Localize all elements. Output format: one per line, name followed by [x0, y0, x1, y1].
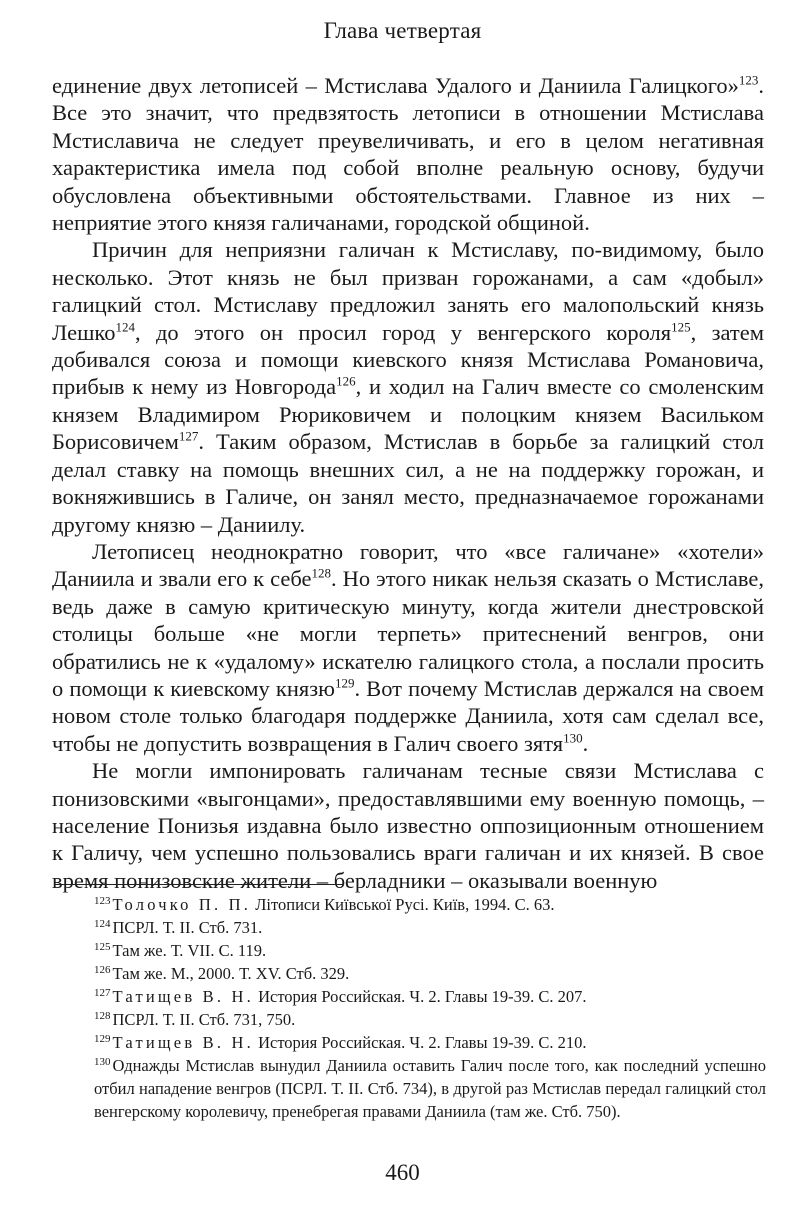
paragraph-text: . [582, 730, 589, 756]
paragraph-text: . Но этого никак нельзя сказать о Мстиславе, ведь даже в самую критическую минуту, когда жители днестровской столицы больше «не могли терпеть» притеснений венгров, они обратились не к «удалому» искателю галицкого стола, а послали просить о помощи к киевскому князю [52, 566, 765, 701]
footnote-reference: 127 [178, 428, 199, 444]
footnote-130 [54, 1054, 766, 1123]
paragraph-text: единение двух летописей – Мстислава Удалого и Даниила Галицкого» [52, 73, 739, 98]
footnote-reference: 125 [671, 319, 691, 335]
paragraph-text: . Таким образом, Мстислав в борьбе за галицкий стол делал ставку на помощь внешних сил, а не на поддержку горожан, и вокняжившись в Галиче, он занял место, предназначаемое горожанами другому князю – Даниилу. [52, 429, 764, 537]
footnote-number: 129 [94, 1032, 111, 1045]
paragraph [52, 757, 764, 894]
paragraph [52, 538, 764, 757]
footnote-reference: 123 [738, 72, 759, 88]
paragraph-text: Летописец неоднократно говорит, что «все галичане» «хотели» Даниила и звали его к себе [52, 538, 764, 592]
footnote-127 [54, 985, 766, 1008]
footnote-number: 124 [94, 917, 111, 930]
footnote-number: 125 [94, 940, 111, 953]
footnote-123 [54, 893, 766, 916]
footnote-reference: 129 [334, 675, 355, 691]
footnote-text: История Российская. Ч. 2. Главы 19-39. С. 207. [253, 987, 587, 1006]
paragraph-text: , затем добивался союза и помощи киевского князя Мстислава Романовича, прибыв к нему из Новгорода [52, 319, 764, 400]
footnote-number: 128 [94, 1009, 111, 1022]
footnote-reference: 126 [336, 373, 356, 389]
footnote-126 [54, 962, 766, 985]
footnote-number: 127 [94, 986, 111, 999]
paragraph-text: Причин для неприязни галичан к Мстиславу, по-видимому, было несколько. Этот князь не был призван горожанами, а сам «добыл» галицкий стол. Мстиславу предложил занять его малопольский князь Лешко [52, 237, 764, 345]
paragraph-text: Не могли импонировать галичанам тесные связи Мстислава с понизовскими «выгонцами», предоставлявшими ему военную помощь, – население Понизья издавна было известно оппозиционным отношением к Галичу, чем успешно пользовались враги галичан и их князей. В свое время понизовские жители – берладники – оказывали военную [52, 758, 764, 893]
footnote-text: Однажды Мстислав вынудил Даниила оставить Галич после того, как последний успешно отбил нападение венгров (ПСРЛ. Т. II. Стб. 734), в другой раз Мстислав передал галицкий стол венгерскому королевичу, пренебрегая правами Даниила (там же. Стб. 750). [94, 1056, 766, 1121]
footnote-125 [54, 939, 766, 962]
footnote-124 [54, 916, 766, 939]
footnote-129 [54, 1031, 766, 1054]
footnote-text: Там же. М., 2000. Т. XV. Стб. 329. [112, 964, 350, 983]
paragraph [52, 236, 764, 537]
footnote-text: История Российская. Ч. 2. Главы 19-39. С. 210. [253, 1033, 587, 1052]
footnote-text: Там же. Т. VII. С. 119. [112, 941, 267, 960]
paragraph-text: , и ходил на Галич вместе со смоленским князем Владимиром Рюриковичем и полоцким князем Васильком Борисовичем [52, 374, 764, 455]
footnote-number: 123 [94, 894, 111, 907]
main-text [52, 72, 764, 894]
running-header: Глава четвертая [323, 18, 482, 43]
paragraph [52, 72, 764, 236]
footnote-reference: 130 [563, 730, 583, 746]
footnote-text: ПСРЛ. Т. II. Стб. 731, 750. [112, 1010, 296, 1029]
footnotes [54, 893, 766, 1123]
footnote-divider [54, 884, 344, 885]
footnote-128 [54, 1008, 766, 1031]
footnote-text: ПСРЛ. Т. II. Стб. 731. [112, 918, 263, 937]
footnote-author: Татищев В. Н. [112, 1033, 254, 1052]
paragraph-text: , до этого он просил город у венгерского короля [134, 319, 672, 345]
paragraph-text: . Вот почему Мстислав держался на своем новом столе только благодаря поддержке Даниила, хотя сам сделал все, чтобы не допустить возвращения в Галич своего зятя [52, 675, 764, 756]
footnote-text: Літописи Київської Русі. Київ, 1994. С. 63. [251, 895, 555, 914]
footnote-reference: 124 [115, 319, 135, 335]
footnote-number: 130 [94, 1055, 111, 1068]
footnote-number: 126 [94, 963, 111, 976]
footnote-reference: 128 [311, 565, 331, 581]
footnote-author: Татищев В. Н. [112, 987, 254, 1006]
page-number: 460 [385, 1160, 420, 1185]
paragraph-text: . Все это значит, что предвзятость летописи в отношении Мстислава Мстиславича не следует преувеличивать, и его в целом негативная характеристика имела под собой вполне реальную основу, будучи обусловлена объективными обстоятельствами. Главное из них – неприятие этого князя галичанами, городской общиной. [52, 73, 764, 236]
footnote-author: Толочко П. П. [112, 895, 252, 914]
